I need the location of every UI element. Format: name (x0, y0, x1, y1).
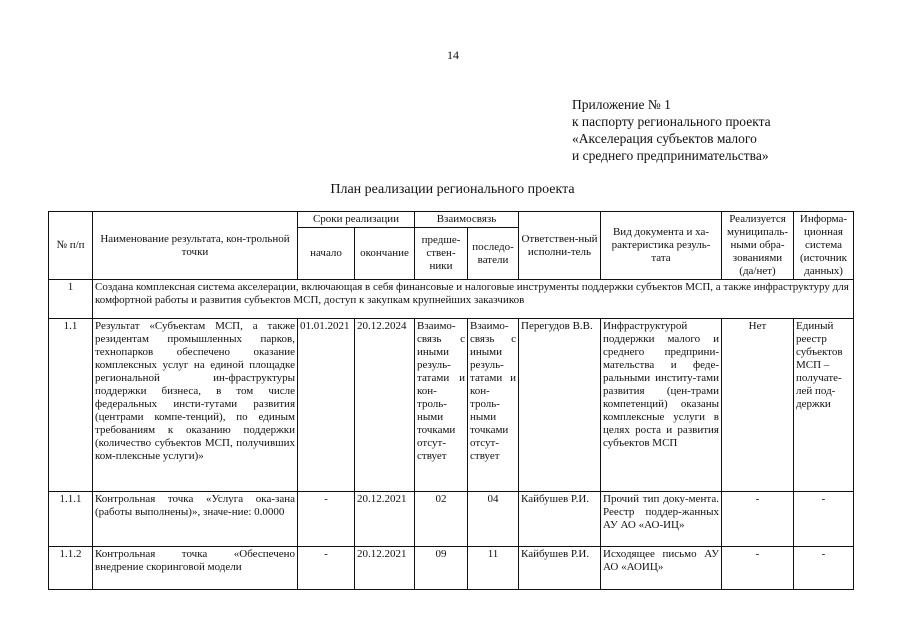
header-responsible: Ответствен-ный исполни-тель (519, 212, 601, 280)
row-municipal: Нет (722, 319, 794, 492)
annex-line: Приложение № 1 (572, 97, 671, 112)
row-end: 20.12.2024 (355, 319, 415, 492)
header-end: окончание (355, 228, 415, 280)
header-successors: последо-ватели (468, 228, 519, 280)
annex-heading (572, 96, 771, 164)
row-successors: 04 (468, 492, 519, 547)
row-end: 20.12.2021 (355, 547, 415, 590)
row-doc-type: Прочий тип доку-мента. Реестр поддер-жанных АУ АО «АО-ИЦ» (601, 492, 722, 547)
row-name: Контрольная точка «Услуга ока-зана (работы выполнены)», значе-ние: 0.0000 (93, 492, 298, 547)
header-terms: Сроки реализации (298, 212, 415, 228)
goal-row (49, 280, 854, 319)
row-responsible: Кайбушев Р.И. (519, 547, 601, 590)
table-row (49, 547, 854, 590)
row-end: 20.12.2021 (355, 492, 415, 547)
row-num: 1.1.2 (49, 547, 93, 590)
annex-line: и среднего предпринимательства» (572, 148, 769, 163)
row-municipal: - (722, 547, 794, 590)
row-successors: 11 (468, 547, 519, 590)
header-links: Взаимосвязь (415, 212, 519, 228)
row-successors: Взаимо-связь с иными резуль-татами и кон-троль-ными точками отсут-ствует (468, 319, 519, 492)
row-start: 01.01.2021 (298, 319, 355, 492)
row-responsible: Перегудов В.В. (519, 319, 601, 492)
header-num: № п/п (49, 212, 93, 280)
plan-table (48, 211, 854, 590)
table-row (49, 319, 854, 492)
row-info-system: - (794, 492, 854, 547)
row-predecessors: 02 (415, 492, 468, 547)
row-predecessors: Взаимо-связь с иными резуль-татами и кон-троль-ными точками отсут-ствует (415, 319, 468, 492)
row-name: Контрольная точка «Обеспечено внедрение скоринговой модели (93, 547, 298, 590)
header-start: начало (298, 228, 355, 280)
row-info-system: Единый реестр субъектов МСП – получате-лей под-держки (794, 319, 854, 492)
annex-line: «Акселерация субъектов малого (572, 131, 757, 146)
row-start: - (298, 547, 355, 590)
row-num: 1.1 (49, 319, 93, 492)
row-responsible: Кайбушев Р.И. (519, 492, 601, 547)
goal-text: Создана комплексная система акселерации, включающая в себя финансовые и налоговые инструменты поддержки субъектов МСП, а также инфраструктуру для комфортной работы и развития субъектов МСП, доступ к закупкам крупнейших заказчиков (93, 280, 854, 319)
row-doc-type: Исходящее письмо АУ АО «АОИЦ» (601, 547, 722, 590)
row-num: 1.1.1 (49, 492, 93, 547)
row-municipal: - (722, 492, 794, 547)
row-doc-type: Инфраструктурой поддержки малого и среднего предприни-мательства и феде-ральными институ-тами развития (цен-трами компетенций) оказаны комплексные услуги в целях роста и развития субъектов МСП (601, 319, 722, 492)
header-info-system: Информа-ционная система (источник данных) (794, 212, 854, 280)
page-number: 14 (447, 48, 459, 62)
header-doc-type: Вид документа и ха-рактеристика резуль-тата (601, 212, 722, 280)
plan-title: План реализации регионального проекта (330, 182, 575, 197)
header-name: Наименование результата, кон-трольной точки (93, 212, 298, 280)
table-row (49, 492, 854, 547)
goal-num: 1 (49, 280, 93, 319)
row-start: - (298, 492, 355, 547)
row-info-system: - (794, 547, 854, 590)
row-predecessors: 09 (415, 547, 468, 590)
row-name: Результат «Субъектам МСП, а также резидентам промышленных парков, технопарков обеспечено оказание комплексных услуг на единой площадке региональной ин-фраструктуры поддержки бизнеса, в том числе федеральных инсти-тутами развития (центрами компе-тенций), по единым требованиям к оказанию поддержки (количество субъектов МСП, получивших ком-плексные услуги)» (93, 319, 298, 492)
annex-line: к паспорту регионального проекта (572, 114, 771, 129)
header-predecessors: предше-ствен-ники (415, 228, 468, 280)
header-municipal: Реализуется муниципаль-ными обра-зованиями (да/нет) (722, 212, 794, 280)
